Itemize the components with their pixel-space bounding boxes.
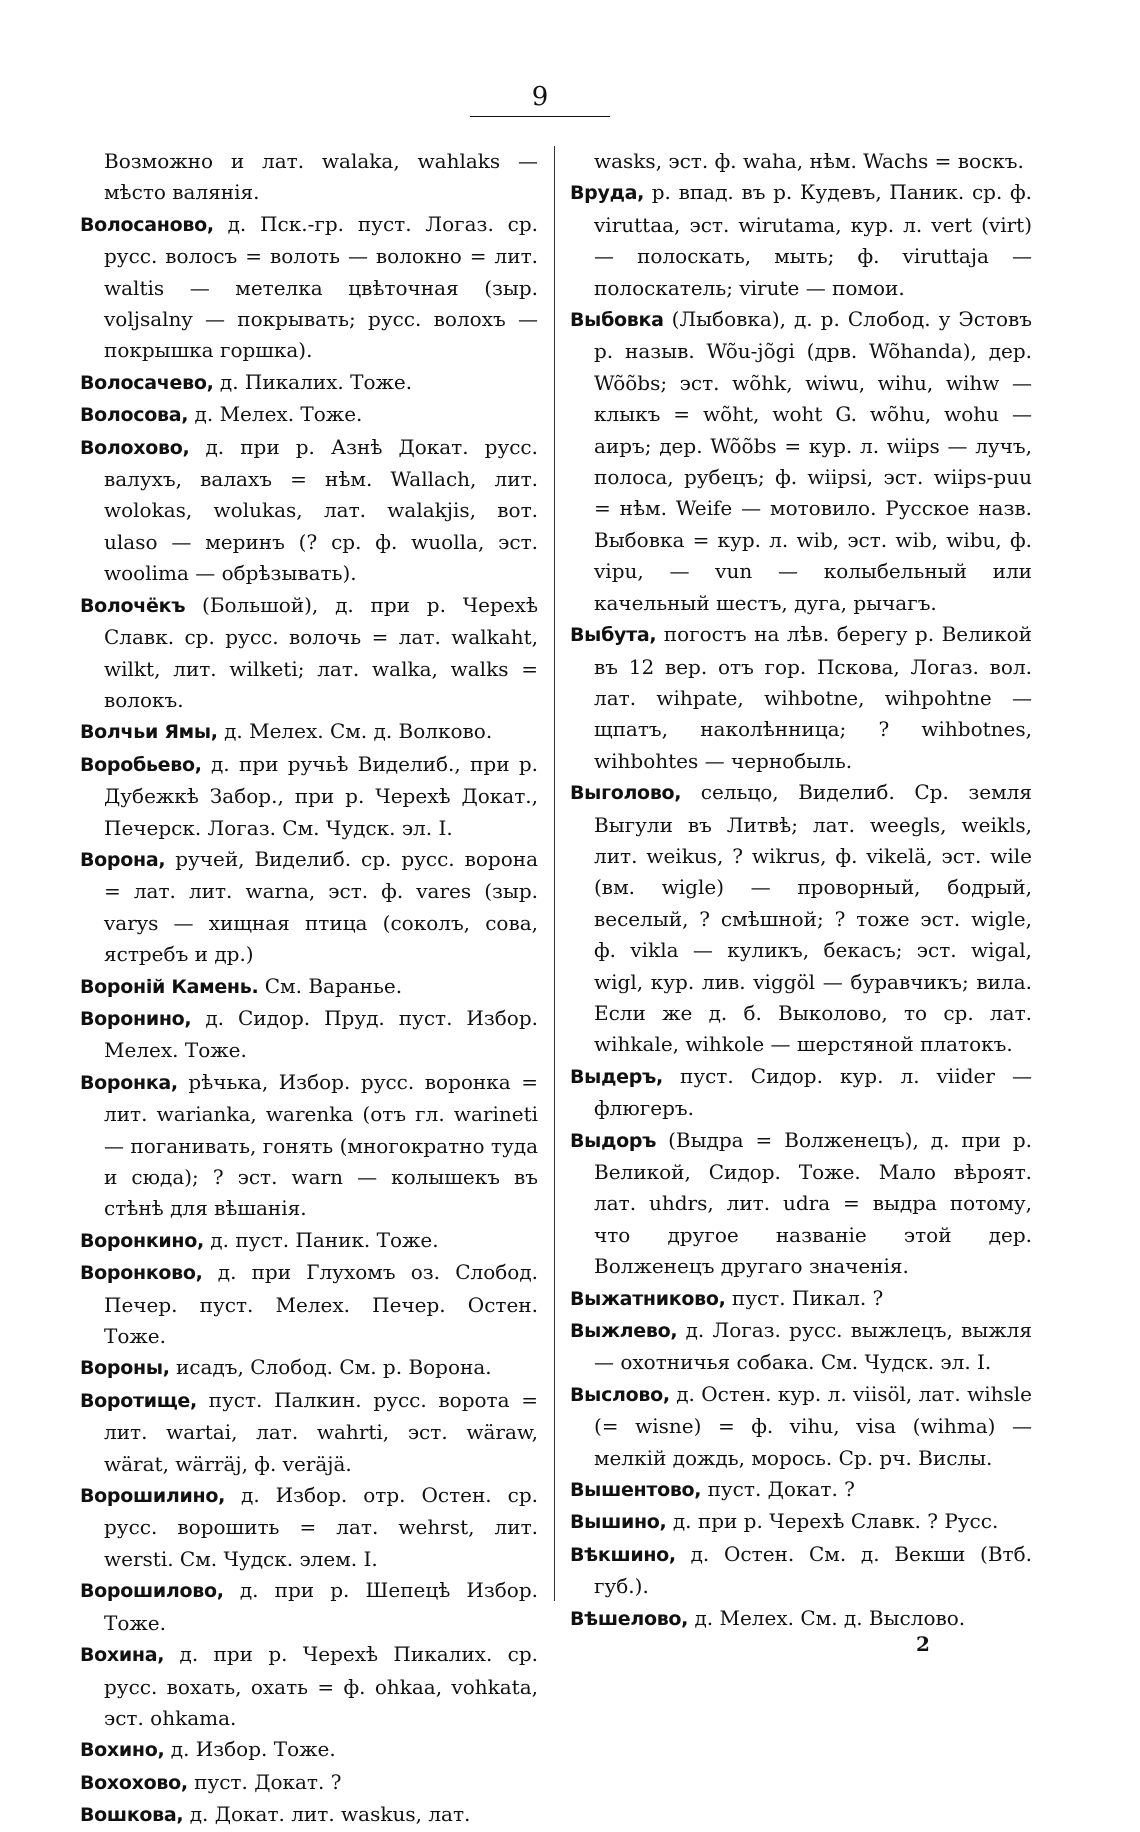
- entry-body: пуст. Пикал. ?: [731, 1285, 884, 1310]
- entry-body: д. Мелех. См. д. Выслово.: [694, 1605, 966, 1630]
- entry-body: д. Остен. кур. л. viisöl, лат. wihsle (= wisne) = ф. vihu, visa (wihma) — мелкій дождь, морось. Ср. рч. Вислы.: [594, 1381, 1033, 1470]
- entry-body: пуст. Докат. ?: [707, 1477, 855, 1502]
- entry-headword: Ворона,: [80, 848, 166, 871]
- dictionary-entry: [80, 1480, 538, 1575]
- entry-headword: Волосачево,: [80, 371, 214, 394]
- entry-body: д. при р. Азнѣ Докат. русс. валухъ, валахъ = нѣм. Wallach, лит. wolokas, wolukas, лат. walakjis, вот. ulaso — меринъ (? ср. ф. wuolla, эст. woolima — обрѣзывать).: [104, 434, 538, 586]
- entry-headword: Воробьево,: [80, 753, 202, 776]
- entry-headword: Вышентово,: [570, 1479, 702, 1502]
- dictionary-entry: [80, 1799, 538, 1831]
- dictionary-entry: [570, 1125, 1032, 1283]
- entry-body: (Лыбовка), д. р. Слобод. у Эстовъ р. назыв. Wõu-jõgi (дрв. Wõhanda), дер. Wõõbs; эст. wõhk, wiwu, wihu, wihw — клыкъ = wõht, woht G. wõhu, wohu — аиръ; дер. Wõõbs = кур. л. wiips — лучъ, полоса, рубецъ; ф. wiipsi, эст. wiips-puu = нѣм. Weife — мотовило. Русское назв. Выбовка = кур. л. wib, эст. wib, wibu, ф. vipu, — vun — колыбельный или качельный шестъ, дуга, рычагъ.: [594, 307, 1033, 615]
- dictionary-entry: [80, 749, 538, 844]
- entry-headword: Вышино,: [570, 1511, 667, 1534]
- entry-headword: Ворошилино,: [80, 1485, 226, 1508]
- dictionary-entry: [80, 1385, 538, 1480]
- entry-body: Возможно и лат. walaka, wahlaks — мѣсто валянія.: [104, 149, 538, 205]
- entry-body: пуст. Палкин. русс. ворота = лит. wartai, лат. wahrti, эст. wäraw, wärat, wärräj, ф. veräjä.: [104, 1387, 539, 1476]
- entry-body: д. при ручьѣ Виделиб., при р. Дубежкѣ Забор., при р. Черехѣ Докат., Печерск. Логаз. См. Чудск. эл. I.: [104, 751, 538, 840]
- dictionary-entry: [80, 1352, 538, 1384]
- dictionary-entry: [80, 590, 538, 717]
- entry-body: д. Пикалих. Тоже.: [219, 369, 413, 394]
- entry-headword: Вруда,: [570, 182, 645, 205]
- entry-body: д. Докат. лит. waskus, лат.: [189, 1802, 471, 1827]
- dictionary-entry: [80, 1225, 538, 1257]
- entry-headword: Выдеръ,: [570, 1065, 663, 1088]
- entry-headword: Ворошилово,: [80, 1580, 224, 1603]
- entry-body: ручей, Виделиб. ср. русс. ворона = лат. лит. warna, эст. ф. vares (зыр. varys — хищная птица (соколъ, сова, ястребъ и др.): [104, 846, 539, 967]
- dictionary-entry: [80, 209, 538, 367]
- dictionary-entry: [570, 1539, 1032, 1603]
- dictionary-entry: [80, 146, 538, 209]
- dictionary-entry: [570, 1474, 1032, 1506]
- entry-headword: Воронково,: [80, 1262, 203, 1285]
- dictionary-entry: [80, 1067, 538, 1225]
- entry-body: д. Мелех. Тоже.: [194, 402, 363, 427]
- entry-body: д. при р. Шепецѣ Избор. Тоже.: [104, 1578, 539, 1635]
- entry-headword: Вохино,: [80, 1739, 165, 1762]
- right-column: [570, 146, 1033, 1630]
- entry-headword: Выжлево,: [570, 1320, 678, 1343]
- entry-headword: Выжатниково,: [570, 1287, 726, 1310]
- dictionary-entry: [80, 1257, 538, 1352]
- entry-body: д. Сидор. Пруд. пуст. Избор. Мелех. Тоже.: [104, 1005, 539, 1063]
- column-divider: [554, 146, 555, 1601]
- entry-body: пуст. Сидор. кур. л. viider — флюгеръ.: [594, 1063, 1033, 1121]
- entry-headword: Выголово,: [570, 782, 682, 805]
- dictionary-entry: [570, 777, 1032, 1061]
- entry-body: wasks, эст. ф. waha, нѣм. Wachs = воскъ.: [594, 149, 1024, 173]
- dictionary-entry: [570, 619, 1032, 777]
- entry-headword: Волосова,: [80, 404, 189, 427]
- dictionary-entry: [80, 716, 538, 748]
- entry-headword: Вороны,: [80, 1357, 170, 1380]
- dictionary-entry: [570, 1506, 1032, 1538]
- entry-body: См. Варанье.: [264, 973, 403, 998]
- dictionary-entry: [80, 367, 538, 399]
- entry-body: д. при р. Черехѣ Славк. ? Русс.: [672, 1509, 999, 1534]
- entry-headword: Выбовка: [570, 309, 664, 332]
- entry-headword: Волчьи Ямы,: [80, 721, 218, 744]
- dictionary-entry: [80, 432, 538, 590]
- entry-body: пуст. Докат. ?: [194, 1769, 342, 1794]
- entry-body: д. при р. Черехѣ Пикалих. ср. русс. вохать, охать = ф. ohkaa, vohkata, эст. ohkama.: [104, 1642, 538, 1730]
- entry-headword: Воронкино,: [80, 1229, 204, 1252]
- entry-headword: Выдоръ: [570, 1129, 657, 1152]
- entry-body: д. Избор. Тоже.: [170, 1737, 336, 1762]
- dictionary-entry: [570, 146, 1032, 177]
- entry-body: р. впад. въ р. Кудевъ, Паник. ср. ф. viruttaa, эст. wirutama, кур. л. vert (virt) — полоскать, мыть; ф. viruttaja — полоскатель; virute — помои.: [594, 180, 1032, 300]
- entry-body: исадъ, Слобод. См. р. Ворона.: [175, 1355, 492, 1380]
- entry-headword: Волосаново,: [80, 213, 214, 236]
- dictionary-entry: [80, 1639, 538, 1734]
- page-number: 9: [470, 82, 610, 117]
- entry-body: (Выдра = Волженецъ), д. при р. Великой, Сидор. Тоже. Мало вѣроят. лат. uhdrs, лит. udra = выдра потому, что другое названіе этой дер. Волженецъ другаго значенія.: [594, 1127, 1033, 1279]
- dictionary-entry: [80, 971, 538, 1003]
- entry-body: (Большой), д. при р. Черехѣ Славк. ср. русс. волочь = лат. walkaht, wilkt, лит. wilketi; лат. walka, walks = волокъ.: [104, 592, 538, 712]
- entry-headword: Вороній Камень.: [80, 975, 259, 998]
- left-column: [80, 146, 539, 1827]
- entry-headword: Вохина,: [80, 1644, 165, 1667]
- entry-headword: Выслово,: [570, 1383, 670, 1406]
- entry-headword: Вѣшелово,: [570, 1607, 689, 1630]
- dictionary-entry: [80, 399, 538, 431]
- entry-body: д. Логаз. русс. выжлецъ, выжля — охотничья собака. См. Чудск. эл. I.: [594, 1318, 1033, 1375]
- dictionary-entry: [80, 1575, 538, 1639]
- dictionary-entry: [570, 1283, 1032, 1315]
- entry-body: д. Мелех. См. д. Волково.: [224, 719, 493, 744]
- dictionary-entry: [80, 844, 538, 971]
- entry-body: д. Избор. отр. Остен. ср. русс. ворошить = лат. wehrst, лит. wersti. См. Чудск. элем. I.: [104, 1483, 538, 1571]
- entry-body: д. Остен. См. д. Векши (Втб. губ.).: [594, 1541, 1033, 1599]
- dictionary-entry: [80, 1003, 538, 1067]
- entry-headword: Вошкова,: [80, 1804, 184, 1827]
- dictionary-entry: [570, 1379, 1032, 1474]
- entry-headword: Воротище,: [80, 1389, 197, 1412]
- dictionary-entry: [570, 177, 1032, 304]
- entry-body: сельцо, Виделиб. Ср. земля Выгули въ Литвѣ; лат. weegls, weikls, лит. weikus, ? wikrus, ф. vikelä, эст. wile (вм. wigle) — проворный, бодрый, веселый, ? смѣшной; ? тоже эст. wigle, ф. vikla — куликъ, бекасъ; эст. wigal, wigl, кур. лив. viggöl — буравчикъ; вила. Если же д. б. Выколово, то ср. лат. wihkale, wihkole — шерстяной платокъ.: [594, 780, 1032, 1057]
- entry-body: погостъ на лѣв. берегу р. Великой въ 12 вер. отъ гор. Пскова, Логаз. вол. лат. wihpate, wihbotne, wihpohtne — щпатъ, наколѣнница; ? wihbotnes, wihbohtes — чернобыль.: [594, 622, 1033, 773]
- signature-mark: 2: [916, 1632, 930, 1656]
- dictionary-entry: [570, 1061, 1032, 1125]
- entry-headword: Воронино,: [80, 1007, 192, 1030]
- entry-body: д. пуст. Паник. Тоже.: [210, 1227, 439, 1252]
- dictionary-entry: [570, 304, 1032, 619]
- entry-body: д. Пск.-гр. пуст. Логаз. ср. русс. волосъ = волоть — волокно = лит. waltis — метелка цвѣточная (зыр. voljsalny — покрывать; русс. волохъ — покрышка горшка).: [104, 211, 539, 363]
- entry-headword: Волохово,: [80, 436, 190, 459]
- dictionary-entry: [570, 1603, 1032, 1635]
- entry-headword: Волочёкъ: [80, 594, 186, 617]
- entry-headword: Выбута,: [570, 624, 657, 647]
- entry-body: д. при Глухомъ оз. Слобод. Печер. пуст. Мелех. Печер. Остен. Тоже.: [104, 1260, 539, 1349]
- dictionary-entry: [80, 1767, 538, 1799]
- dictionary-entry: [80, 1734, 538, 1766]
- entry-headword: Вѣкшино,: [570, 1543, 676, 1566]
- dictionary-entry: [570, 1315, 1032, 1379]
- entry-body: рѣчька, Избор. русс. воронка = лит. warianka, warenka (отъ гл. warineti — поганивать, гонять (многократно туда и сюда); ? эст. warn — колышекъ въ стѣнѣ для вѣшанія.: [104, 1069, 538, 1221]
- entry-headword: Вохохово,: [80, 1771, 188, 1794]
- entry-headword: Воронка,: [80, 1071, 178, 1094]
